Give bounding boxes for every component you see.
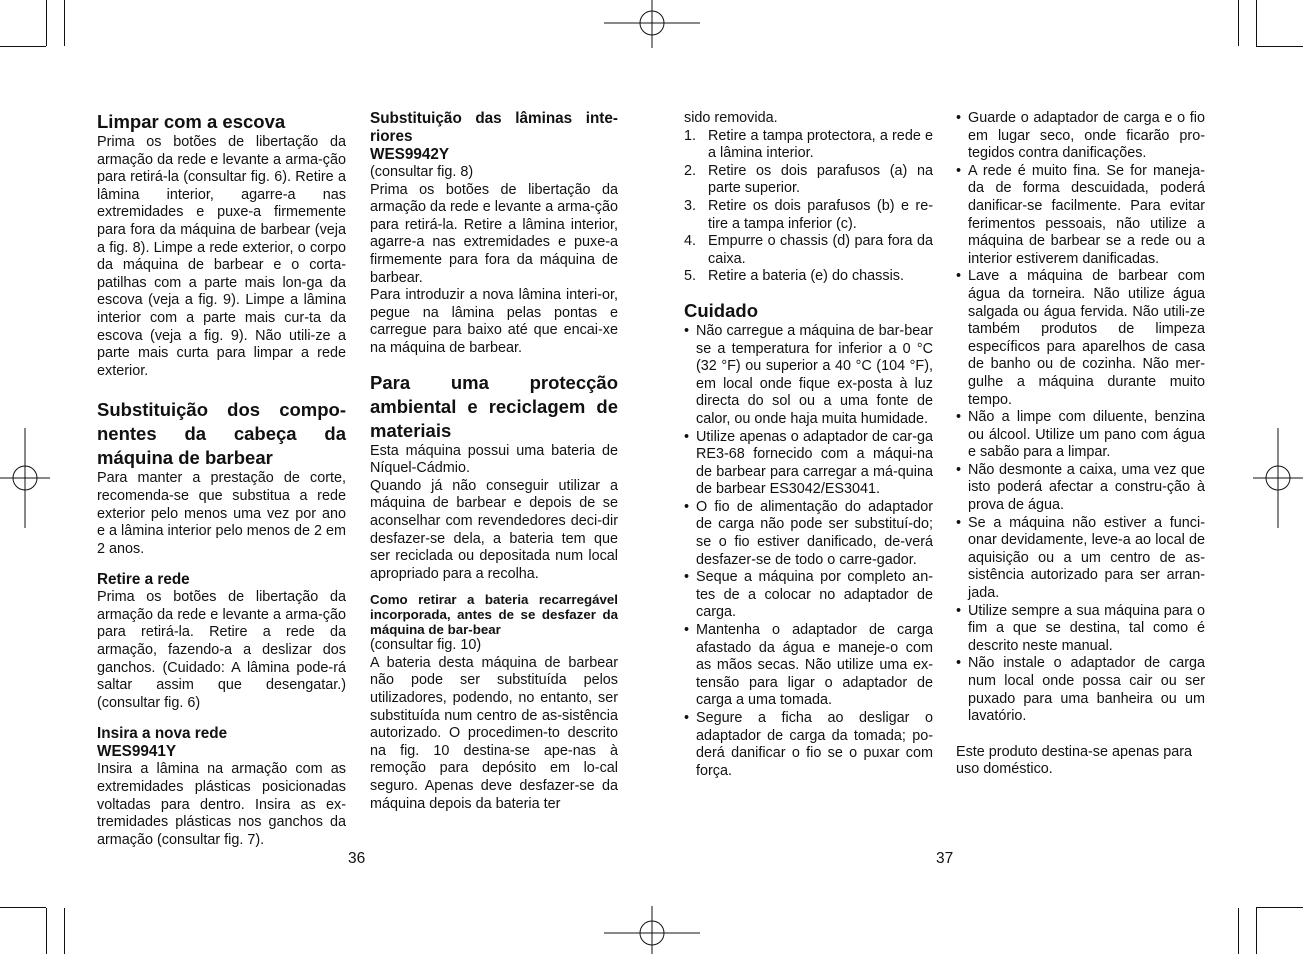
crop-mark (1256, 907, 1303, 908)
heading-remove-net: Retire a rede (97, 571, 190, 589)
list-item (956, 409, 1205, 462)
list-item (956, 163, 1205, 269)
list-item (684, 499, 933, 569)
crop-mark (46, 908, 47, 954)
bullet-icon: • (684, 710, 690, 726)
list-item (684, 163, 933, 198)
paragraph-insert-net: Insira a lâmina na armação com as extremidades plásticas posicionadas voltadas para dentro. Insira as ex-tremidades plásticas nos ganchos da armação (consultar fig. 7). (97, 761, 346, 848)
list-item (684, 198, 933, 233)
step-number: 1. (684, 127, 697, 144)
bullet-text: Segure a ficha ao desligar o adaptador de carga da tomada; po-derá danificar o fio se o puxar com força. (696, 710, 933, 779)
list-item (684, 268, 933, 286)
bullet-text: Não desmonte a caixa, uma vez que isto poderá afectar a constru-ção à prova de água. (968, 461, 1205, 514)
column-4 (956, 110, 1205, 779)
crop-mark (1256, 46, 1303, 47)
registration-mark-bottom (604, 906, 700, 954)
heading-caution: Cuidado (684, 299, 758, 321)
crop-mark (1238, 908, 1239, 954)
registration-mark-left (0, 428, 50, 528)
list-item (956, 462, 1205, 515)
bullet-text: Utilize apenas o adaptador de car-ga RE3-68 fornecido com a máqui-na de barbear para carregar a má-quina de barbear ES3042/ES3041. (696, 428, 933, 498)
step-text: Empurre o chassis (d) para fora da caixa. (708, 233, 933, 267)
crop-mark (64, 908, 65, 954)
crop-mark (1238, 0, 1239, 46)
list-item (956, 268, 1205, 409)
step-text: Retire os dois parafusos (a) na parte superior. (708, 162, 933, 197)
list-item (684, 429, 933, 499)
bullet-icon: • (684, 622, 690, 639)
crop-mark (0, 46, 46, 47)
paragraph-inner-blade: Prima os botões de libertação da armação da rede e levante a arma-ção para retirá-la. Retire a lâmina interior, agarre-a nas extremidades e puxe-a firmemente para fora da máquina de barbear. (370, 181, 618, 286)
registration-mark-right (1253, 428, 1303, 528)
heading-inner-blade-model: WES9942Y (370, 146, 450, 163)
caution-list (684, 323, 933, 780)
page-number-right: 37 (936, 850, 954, 867)
bullet-icon: • (956, 655, 962, 672)
figure-reference: (consultar fig. 8) (370, 164, 474, 180)
step-number: 5. (684, 268, 697, 285)
list-item (684, 128, 933, 163)
crop-mark (46, 0, 47, 46)
bullet-text: Se a máquina não estiver a funci-onar devidamente, leve-a ao local de aquisição ou a um centro de as-sistência autorizado para ser arran-jada. (968, 514, 1205, 602)
step-text: Retire a tampa protectora, a rede e a lâmina interior. (708, 127, 933, 162)
caution-list-continued (956, 110, 1205, 726)
list-item (684, 569, 933, 622)
list-item (956, 603, 1205, 656)
registration-mark-top (604, 0, 700, 48)
crop-mark (1256, 908, 1257, 954)
paragraph-brush-cleaning: Prima os botões de libertação da armação da rede e levante a arma-ção para retirá-la (consultar fig. 6). Retire a lâmina interior, agarre-a nas extremidades e puxe-a firmemente para fora da máquina de barbear (veja a fig. 8). Limpe a rede exterior, o corpo da máquina de barbear e o corta-patilhas com a parte mais lon-ga da escova (veja a fig. 9). Limpe a lâmina interior com a parte mais cur-ta da escova (veja a fig. 9). Não utili-ze a parte mais curta para limpar a rede exterior. (97, 134, 346, 379)
column-3 (684, 110, 933, 780)
heading-battery-removal: Como retirar a bateria recarregável incorporada, antes de se desfazer da máquina de bar-bear (370, 592, 618, 638)
bullet-icon: • (956, 268, 962, 285)
bullet-icon: • (956, 461, 962, 478)
column-2 (370, 110, 618, 813)
heading-environment: Para uma protecção ambiental e reciclagem de materiais (370, 371, 618, 441)
list-item (684, 233, 933, 268)
paragraph-replace-components: Para manter a prestação de corte, recomenda-se que substitua a rede exterior pelo menos uma vez por ano e a lâmina interior pelo menos de 2 em 2 anos. (97, 470, 346, 557)
bullet-icon: • (956, 514, 962, 531)
paragraph-domestic-use: Este produto destina-se apenas para uso doméstico. (956, 743, 1193, 778)
step-number: 4. (684, 233, 697, 250)
heading-insert-net-model: WES9941Y (97, 743, 177, 761)
heading-insert-net: Insira a nova rede (97, 725, 228, 743)
bullet-text: A rede é muito fina. Se for maneja-da de forma descuidada, poderá danificar-se facilmente. Para evitar ferimentos pessoais, não utilize a máquina de barbear se a rede ou a interior estiverem danificadas. (968, 162, 1205, 267)
bullet-text: Não carregue a máquina de bar-bear se a temperatura for inferior a 0 °C (32 °F) ou superior a 40 °C (104 °F), em local onde fique ex-posta à luz directa do sol ou a uma fonte de calor, ou onde haja muita humidade. (696, 322, 933, 427)
step-text: Retire a bateria (e) do chassis. (708, 268, 904, 285)
figure-reference: (consultar fig. 10) (370, 637, 482, 654)
bullet-icon: • (956, 110, 962, 126)
bullet-icon: • (956, 602, 962, 619)
heading-replace-components: Substituição dos compo-nentes da cabeça da máquina de barbear (97, 399, 346, 469)
crop-mark (1256, 0, 1257, 46)
list-item (684, 622, 933, 710)
step-text: Retire os dois parafusos (b) e re-tire a tampa inferior (c). (708, 197, 933, 232)
heading-brush-cleaning: Limpar com a escova (97, 111, 286, 132)
bullet-icon: • (684, 498, 690, 515)
list-item (956, 655, 1205, 725)
paragraph-remove-net: Prima os botões de libertação da armação da rede e levante a arma-ção para retirá-la. Retire a rede da armação, fazendo-a a deslizar dos ganchos. (Cuidado: A lâmina pode-rá saltar assim que desengatar.) (consultar fig. 6) (97, 589, 346, 711)
crop-mark (64, 0, 65, 46)
bullet-icon: • (684, 428, 690, 445)
column-1 (97, 110, 346, 849)
step-number: 2. (684, 162, 697, 179)
list-item (684, 710, 933, 780)
bullet-text: Mantenha o adaptador de carga afastado da água e maneje-o com as mãos secas. Não utilize uma ex-tensão para ligar o adaptador de carga a uma tomada. (696, 622, 933, 709)
bullet-text: Utilize sempre a sua máquina para o fim a que se destina, tal como é descrito neste manual. (968, 602, 1205, 654)
step-number: 3. (684, 197, 697, 214)
paragraph-continuation: sido removida. (684, 110, 778, 126)
bullet-text: O fio de alimentação do adaptador de carga não pode ser substituí-do; se o fio estiver danificado, de-verá desfazer-se de todo o carre-gador. (696, 498, 933, 568)
heading-inner-blade: Substituição das lâminas inte-riores (370, 110, 618, 145)
bullet-text: Lave a máquina de barbear com água da torneira. Não utilize água salgada ou água fervida. Não utili-ze também produtos de limpeza específicos para aparelhos de casa de banho ou de cozinha. Não mer-gulhe a máquina durante muito tempo. (968, 268, 1205, 408)
crop-mark (0, 907, 46, 908)
paragraph-inner-blade-insert: Para introduzir a nova lâmina interi-or, pegue na lâmina pelas pontas e carregue para baixo até que encai-xe na máquina de barbear. (370, 287, 618, 356)
paragraph-environment-battery: Esta máquina possui uma bateria de Níquel-Cádmio. (370, 442, 618, 477)
bullet-icon: • (956, 162, 962, 179)
bullet-icon: • (684, 322, 690, 339)
bullet-text: Guarde o adaptador de carga e o fio em lugar seco, onde ficarão pro-tegidos contra danificações. (968, 110, 1205, 162)
list-item (956, 515, 1205, 603)
paragraph-battery-removal: A bateria desta máquina de barbear não pode ser substituída pelos utilizadores, podendo, no entanto, ser substituída num centro de as-sistência autorizado. O procedimen-to descrito na fig. 10 destina-se ape-nas à remoção para depósito em lo-cal seguro. Apenas deve desfazer-se da máquina depois da bateria ter (370, 654, 618, 812)
page-number-left: 36 (348, 850, 366, 867)
list-item (684, 323, 933, 429)
bullet-text: Seque a máquina por completo an-tes de a colocar no adaptador de carga. (696, 569, 933, 621)
bullet-text: Não instale o adaptador de carga num local onde possa cair ou ser puxado para uma banheira ou um lavatório. (968, 655, 1205, 725)
bullet-text: Não a limpe com diluente, benzina ou álcool. Utilize um pano com água e sabão para a limpar. (968, 409, 1205, 461)
bullet-icon: • (956, 409, 962, 426)
paragraph-environment-recycle: Quando já não conseguir utilizar a máquina de barbear e depois de se aconselhar com revendedores deci-dir desfazer-se dela, a bateria tem que ser reciclada ou depositada num local apropriado para a recolha. (370, 477, 618, 582)
battery-steps-list (684, 128, 933, 286)
bullet-icon: • (684, 569, 690, 586)
list-item (956, 110, 1205, 163)
